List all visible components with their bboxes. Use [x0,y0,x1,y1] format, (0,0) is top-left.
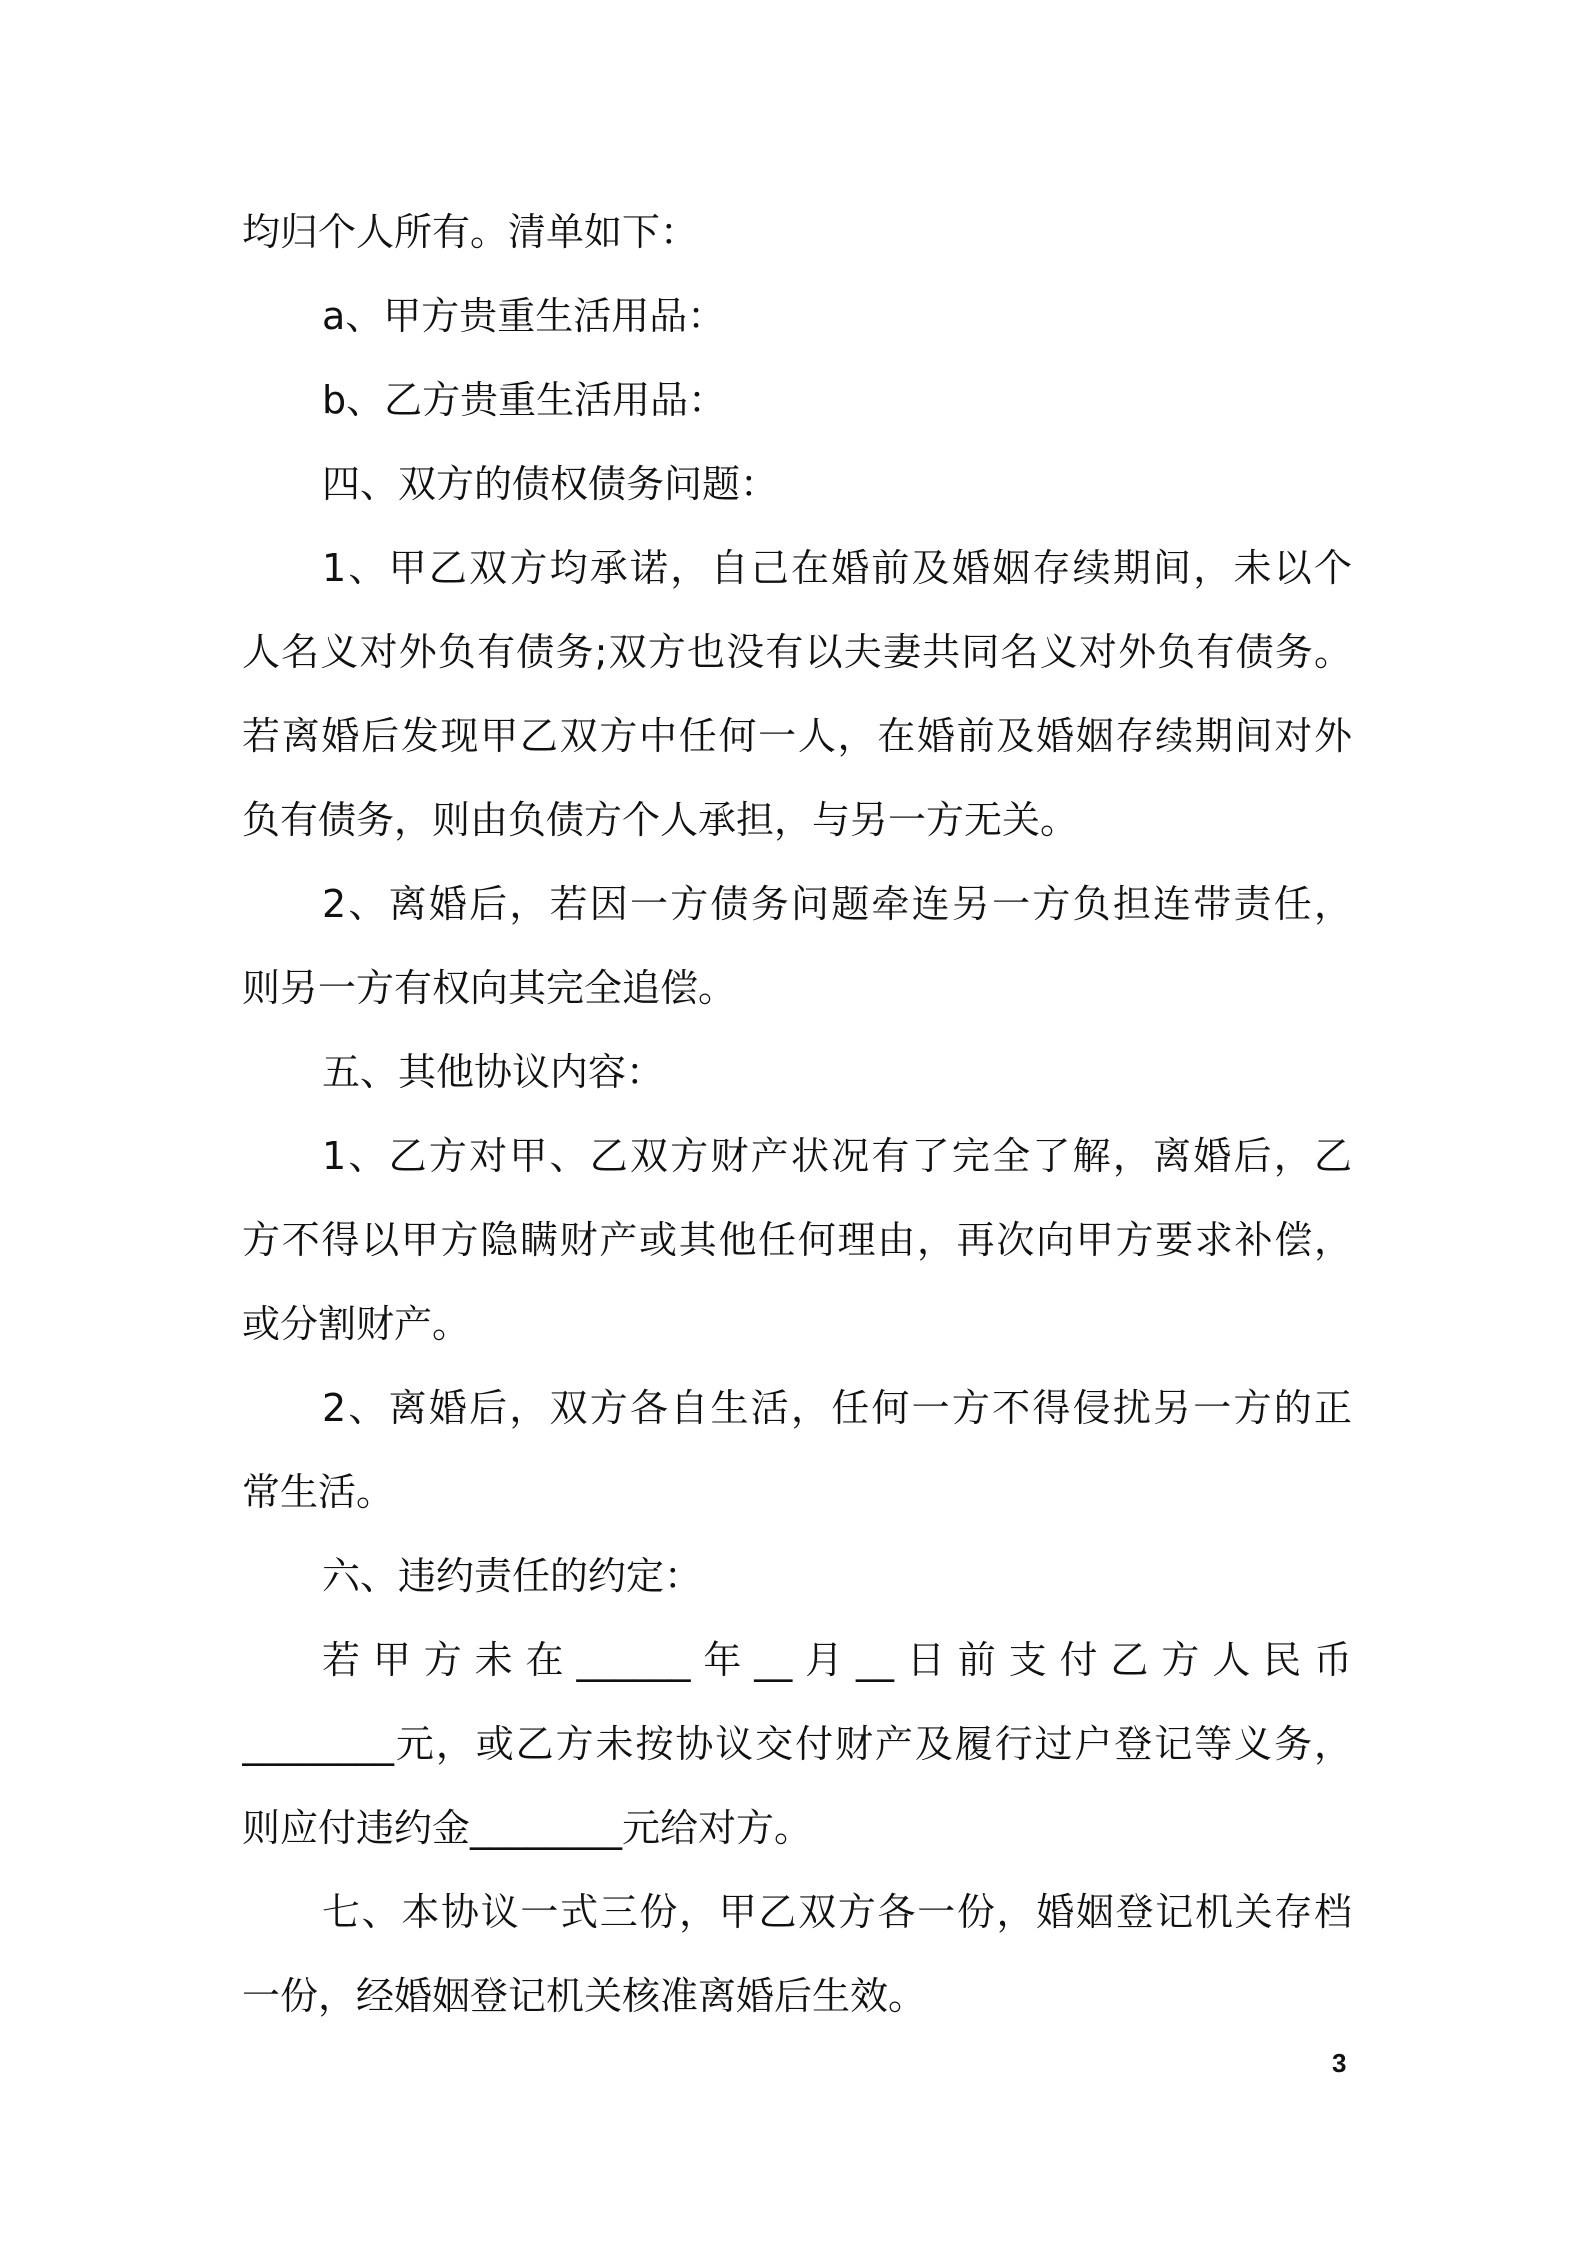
paragraph-line: 负有债务，则由负债方个人承担，与另一方无关。 [242,798,1079,842]
document-body [242,190,1352,2038]
page-number: 3 [1332,2048,1347,2078]
section-heading-7: 七、本协议一式三份，甲乙双方各一份，婚姻登记机关存档 [322,1890,1352,1934]
paragraph-line: 常生活。 [242,1470,395,1514]
paragraph-line: 人名义对外负有债务;双方也没有以夫妻共同名义对外负有债务。 [242,630,1352,674]
paragraph-line: 则另一方有权向其完全追偿。 [242,966,737,1010]
paragraph-line: 2、离婚后，若因一方债务问题牵连另一方负担连带责任， [322,882,1352,926]
paragraph-line: 方不得以甲方隐瞒财产或其他任何理由，再次向甲方要求补偿， [242,1218,1352,1262]
paragraph-line: 或分割财产。 [242,1302,471,1346]
paragraph-line: ________元，或乙方未按协议交付财产及履行过户登记等义务， [242,1722,1352,1766]
paragraph-line: 一份，经婚姻登记机关核准离婚后生效。 [242,1974,927,2018]
paragraph-line: 则应付违约金________元给对方。 [242,1806,813,1850]
section-heading-5: 五、其他协议内容： [322,1050,665,1094]
list-item-a: a、甲方贵重生活用品： [322,294,726,338]
paragraph-line: 若甲方未在______年__月__日前支付乙方人民币 [322,1638,1352,1682]
paragraph-line: 若离婚后发现甲乙双方中任何一人，在婚前及婚姻存续期间对外 [242,714,1352,758]
section-heading-6: 六、违约责任的约定： [322,1554,703,1598]
paragraph-line: 均归个人所有。清单如下： [242,210,699,254]
paragraph-line: 2、离婚后，双方各自生活，任何一方不得侵扰另一方的正 [322,1386,1352,1430]
paragraph-line: 1、乙方对甲、乙双方财产状况有了完全了解，离婚后，乙 [322,1134,1352,1178]
paragraph-line: 1、甲乙双方均承诺，自己在婚前及婚姻存续期间，未以个 [322,546,1352,590]
section-heading-4: 四、双方的债权债务问题： [322,462,779,506]
list-item-b: b、乙方贵重生活用品： [322,378,727,422]
